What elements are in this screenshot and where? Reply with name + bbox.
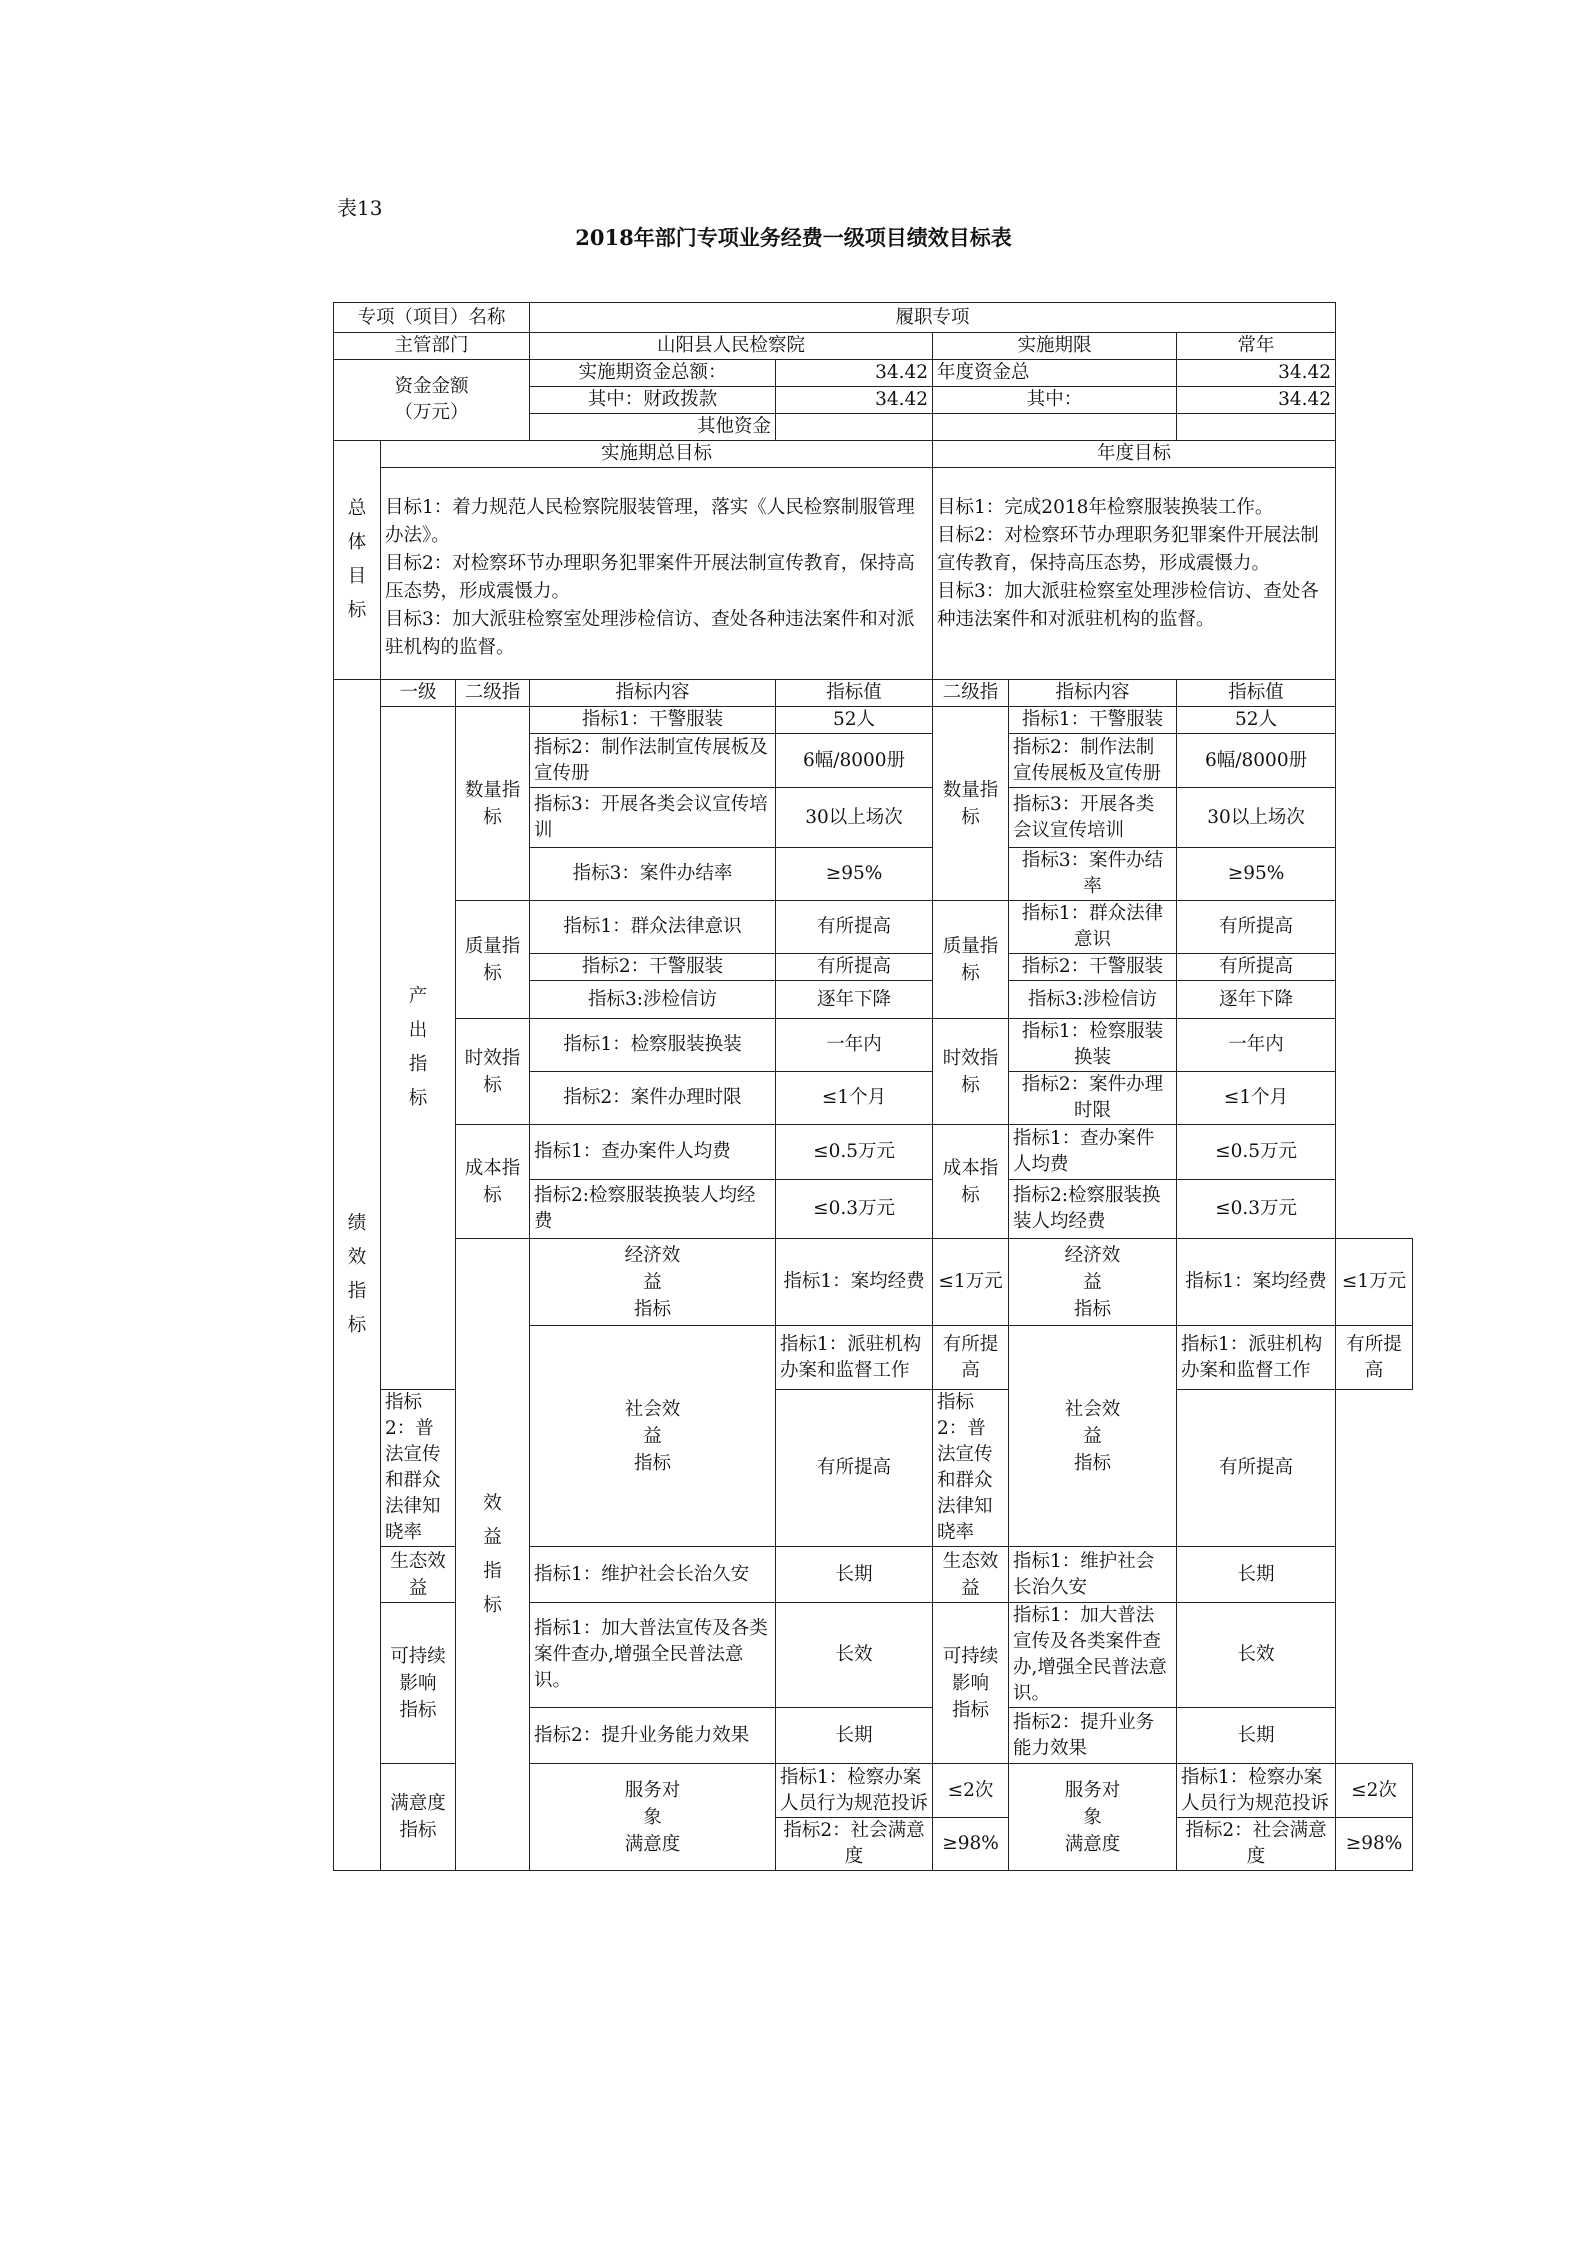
header-content: 指标内容 bbox=[530, 680, 776, 707]
overall-goals-label: 总 体 目 标 bbox=[334, 441, 381, 680]
metric-content: 指标2：普法宣传和群众法律知晓率 bbox=[381, 1390, 456, 1547]
timeliness-label: 时效指 标 bbox=[456, 1019, 530, 1125]
annual-goals-header: 年度目标 bbox=[933, 441, 1336, 468]
metric-value-right: 有所提高 bbox=[1177, 1390, 1336, 1547]
metric-content: 指标2：干警服装 bbox=[530, 954, 776, 981]
ecology-benefit-label-right: 生态效 益 bbox=[933, 1547, 1009, 1603]
metric-value: 30以上场次 bbox=[776, 788, 933, 848]
metric-content-right: 指标1：加大普法宣传及各类案件查办,增强全民普法意识。 bbox=[1009, 1603, 1177, 1708]
metric-content-right: 指标1：群众法律意识 bbox=[1009, 901, 1177, 954]
service-satisfaction-label: 服务对 象 满意度 bbox=[530, 1764, 776, 1871]
metric-content-right: 指标1：案均经费 bbox=[1177, 1239, 1336, 1326]
metric-value-right: 长期 bbox=[1177, 1708, 1336, 1764]
metric-value-right: ≤2次 bbox=[1336, 1764, 1413, 1818]
metric-value-right: 有所提高 bbox=[1177, 901, 1336, 954]
period-goals-header: 实施期总目标 bbox=[381, 441, 933, 468]
metric-value-right: ≤1万元 bbox=[1336, 1239, 1413, 1326]
metric-value: 有所提高 bbox=[933, 1326, 1009, 1390]
metric-content-right: 指标2：制作法制宣传展板及宣传册 bbox=[1009, 734, 1177, 788]
sustainable-impact-label-right: 可持续 影响 指标 bbox=[933, 1603, 1009, 1764]
metric-value: 长期 bbox=[776, 1547, 933, 1603]
project-name-value: 履职专项 bbox=[530, 303, 1336, 333]
metric-content-right: 指标1：查办案件人均费 bbox=[1009, 1125, 1177, 1180]
metric-value: ≤0.3万元 bbox=[776, 1180, 933, 1239]
service-satisfaction-label-right: 服务对 象 满意度 bbox=[1009, 1764, 1177, 1871]
header-value-right: 指标值 bbox=[1177, 680, 1336, 707]
metric-content-right: 指标1：检察办案人员行为规范投诉 bbox=[1177, 1764, 1336, 1818]
metric-value: 6幅/8000册 bbox=[776, 734, 933, 788]
metric-content: 指标3：开展各类会议宣传培训 bbox=[530, 788, 776, 848]
department-value: 山阳县人民检察院 bbox=[530, 333, 933, 360]
cost-label-right: 成本指 标 bbox=[933, 1125, 1009, 1239]
metric-content: 指标1：查办案件人均费 bbox=[530, 1125, 776, 1180]
metric-value: 有所提高 bbox=[776, 901, 933, 954]
metric-content-right: 指标1：检察服装换装 bbox=[1009, 1019, 1177, 1072]
performance-target-table bbox=[333, 302, 1413, 1871]
metric-content-right: 指标1：干警服装 bbox=[1009, 707, 1177, 734]
metric-content-right: 指标2：提升业务能力效果 bbox=[1009, 1708, 1177, 1764]
metric-content: 指标2：案件办理时限 bbox=[530, 1072, 776, 1125]
quantity-label: 数量指 标 bbox=[456, 707, 530, 901]
metric-content-right: 指标1：派驻机构办案和监督工作 bbox=[1177, 1326, 1336, 1390]
metric-value-right: 长效 bbox=[1177, 1603, 1336, 1708]
metric-value: ≤0.5万元 bbox=[776, 1125, 933, 1180]
metric-value-right: 30以上场次 bbox=[1177, 788, 1336, 848]
metric-value: ≤1个月 bbox=[776, 1072, 933, 1125]
metric-value-right: 长期 bbox=[1177, 1547, 1336, 1603]
metric-value: 52人 bbox=[776, 707, 933, 734]
economic-benefit-label-right: 经济效 益 指标 bbox=[1009, 1239, 1177, 1326]
ecology-benefit-label: 生态效 益 bbox=[381, 1547, 456, 1603]
quality-label-right: 质量指 标 bbox=[933, 901, 1009, 1019]
period-label: 实施期限 bbox=[933, 333, 1177, 360]
metric-value-right: 有所提高 bbox=[1177, 954, 1336, 981]
metric-value: ≤2次 bbox=[933, 1764, 1009, 1818]
metric-value: 逐年下降 bbox=[776, 981, 933, 1019]
metric-value: ≥98% bbox=[933, 1818, 1009, 1871]
header-content-right: 指标内容 bbox=[1009, 680, 1177, 707]
total-fund-value: 34.42 bbox=[776, 360, 933, 387]
period-goals-text: 目标1：着力规范人民检察院服装管理，落实《人民检察制服管理办法》。 目标2：对检察环节办理职务犯罪案件开展法制宣传教育，保持高压态势，形成震慑力。 目标3：加大派驻检察室处理涉检信访、查处各种违法案件和对派驻机构的监督。 bbox=[381, 468, 933, 680]
sustainable-impact-label: 可持续 影响 指标 bbox=[381, 1603, 456, 1764]
metric-value: ≤1万元 bbox=[933, 1239, 1009, 1326]
metric-content: 指标3:涉检信访 bbox=[530, 981, 776, 1019]
project-name-label: 专项（项目）名称 bbox=[334, 303, 530, 333]
metric-value-right: 有所提高 bbox=[1336, 1326, 1413, 1390]
annual-goals-text: 目标1：完成2018年检察服装换装工作。 目标2：对检察环节办理职务犯罪案件开展法制宣传教育，保持高压态势，形成震慑力。 目标3：加大派驻检察室处理涉检信访、查处各种违法案件和对派驻机构的监督。 bbox=[933, 468, 1336, 680]
performance-metrics-label: 绩 效 指 标 bbox=[334, 680, 381, 1871]
metric-content: 指标1：加大普法宣传及各类案件查办,增强全民普法意识。 bbox=[530, 1603, 776, 1708]
benefit-metrics-label: 效 益 指 标 bbox=[456, 1239, 530, 1871]
annual-sub-label: 其中： bbox=[933, 387, 1177, 414]
metric-value: ≥95% bbox=[776, 848, 933, 901]
total-fund-label: 实施期资金总额： bbox=[530, 360, 776, 387]
metric-value-right: ≤0.3万元 bbox=[1177, 1180, 1336, 1239]
metric-content-right: 指标2：干警服装 bbox=[1009, 954, 1177, 981]
metric-value-right: ≥95% bbox=[1177, 848, 1336, 901]
fund-amount-label: 资金金额 （万元） bbox=[334, 360, 530, 441]
metric-content-right: 指标2：普法宣传和群众法律知晓率 bbox=[933, 1390, 1009, 1547]
document-title: 2018年部门专项业务经费一级项目绩效目标表 bbox=[575, 225, 1012, 250]
annual-fund-value: 34.42 bbox=[1177, 360, 1336, 387]
metric-content: 指标2：制作法制宣传展板及宣传册 bbox=[530, 734, 776, 788]
header-value: 指标值 bbox=[776, 680, 933, 707]
economic-benefit-label: 经济效 益 指标 bbox=[530, 1239, 776, 1326]
period-value: 常年 bbox=[1177, 333, 1336, 360]
quality-label: 质量指 标 bbox=[456, 901, 530, 1019]
metric-content-right: 指标1：维护社会长治久安 bbox=[1009, 1547, 1177, 1603]
output-metrics-label: 产 出 指 标 bbox=[381, 707, 456, 1390]
metric-content-right: 指标2：社会满意度 bbox=[1177, 1818, 1336, 1871]
metric-value-right: 逐年下降 bbox=[1177, 981, 1336, 1019]
header-level1: 一级 bbox=[381, 680, 456, 707]
metric-value-right: ≤0.5万元 bbox=[1177, 1125, 1336, 1180]
metric-value-right: 52人 bbox=[1177, 707, 1336, 734]
metric-value-right: 6幅/8000册 bbox=[1177, 734, 1336, 788]
header-level2: 二级指 bbox=[456, 680, 530, 707]
fiscal-fund-value: 34.42 bbox=[776, 387, 933, 414]
metric-content: 指标1：维护社会长治久安 bbox=[530, 1547, 776, 1603]
timeliness-label-right: 时效指 标 bbox=[933, 1019, 1009, 1125]
metric-value: 有所提高 bbox=[776, 1390, 933, 1547]
metric-content-right: 指标2：案件办理时限 bbox=[1009, 1072, 1177, 1125]
metric-value: 有所提高 bbox=[776, 954, 933, 981]
social-benefit-label: 社会效 益 指标 bbox=[530, 1326, 776, 1547]
other-fund-label: 其他资金 bbox=[530, 414, 776, 441]
satisfaction-metrics-label: 满意度 指标 bbox=[381, 1764, 456, 1871]
metric-value-right: ≥98% bbox=[1336, 1818, 1413, 1871]
cost-label: 成本指 标 bbox=[456, 1125, 530, 1239]
annual-sub-value: 34.42 bbox=[1177, 387, 1336, 414]
quantity-label-right: 数量指 标 bbox=[933, 707, 1009, 901]
metric-content: 指标1：案均经费 bbox=[776, 1239, 933, 1326]
metric-content: 指标2：提升业务能力效果 bbox=[530, 1708, 776, 1764]
social-benefit-label-right: 社会效 益 指标 bbox=[1009, 1326, 1177, 1547]
metric-content: 指标2：社会满意度 bbox=[776, 1818, 933, 1871]
metric-content-right: 指标2:检察服装换装人均经费 bbox=[1009, 1180, 1177, 1239]
metric-value: 一年内 bbox=[776, 1019, 933, 1072]
table-number: 表13 bbox=[337, 196, 383, 220]
metric-content: 指标1：群众法律意识 bbox=[530, 901, 776, 954]
metric-value: 长期 bbox=[776, 1708, 933, 1764]
metric-content-right: 指标3：开展各类会议宣传培训 bbox=[1009, 788, 1177, 848]
metric-content: 指标1：检察办案人员行为规范投诉 bbox=[776, 1764, 933, 1818]
department-label: 主管部门 bbox=[334, 333, 530, 360]
metric-value-right: 一年内 bbox=[1177, 1019, 1336, 1072]
metric-content: 指标1：干警服装 bbox=[530, 707, 776, 734]
metric-value-right: ≤1个月 bbox=[1177, 1072, 1336, 1125]
metric-content: 指标3：案件办结率 bbox=[530, 848, 776, 901]
header-level2-right: 二级指 bbox=[933, 680, 1009, 707]
metric-content-right: 指标3：案件办结率 bbox=[1009, 848, 1177, 901]
metric-value: 长效 bbox=[776, 1603, 933, 1708]
annual-fund-label: 年度资金总 bbox=[933, 360, 1177, 387]
metric-content: 指标1：检察服装换装 bbox=[530, 1019, 776, 1072]
fiscal-fund-label: 其中：财政拨款 bbox=[530, 387, 776, 414]
metric-content-right: 指标3:涉检信访 bbox=[1009, 981, 1177, 1019]
other-fund-value bbox=[776, 414, 933, 441]
metric-content: 指标2:检察服装换装人均经费 bbox=[530, 1180, 776, 1239]
metric-content: 指标1：派驻机构办案和监督工作 bbox=[776, 1326, 933, 1390]
